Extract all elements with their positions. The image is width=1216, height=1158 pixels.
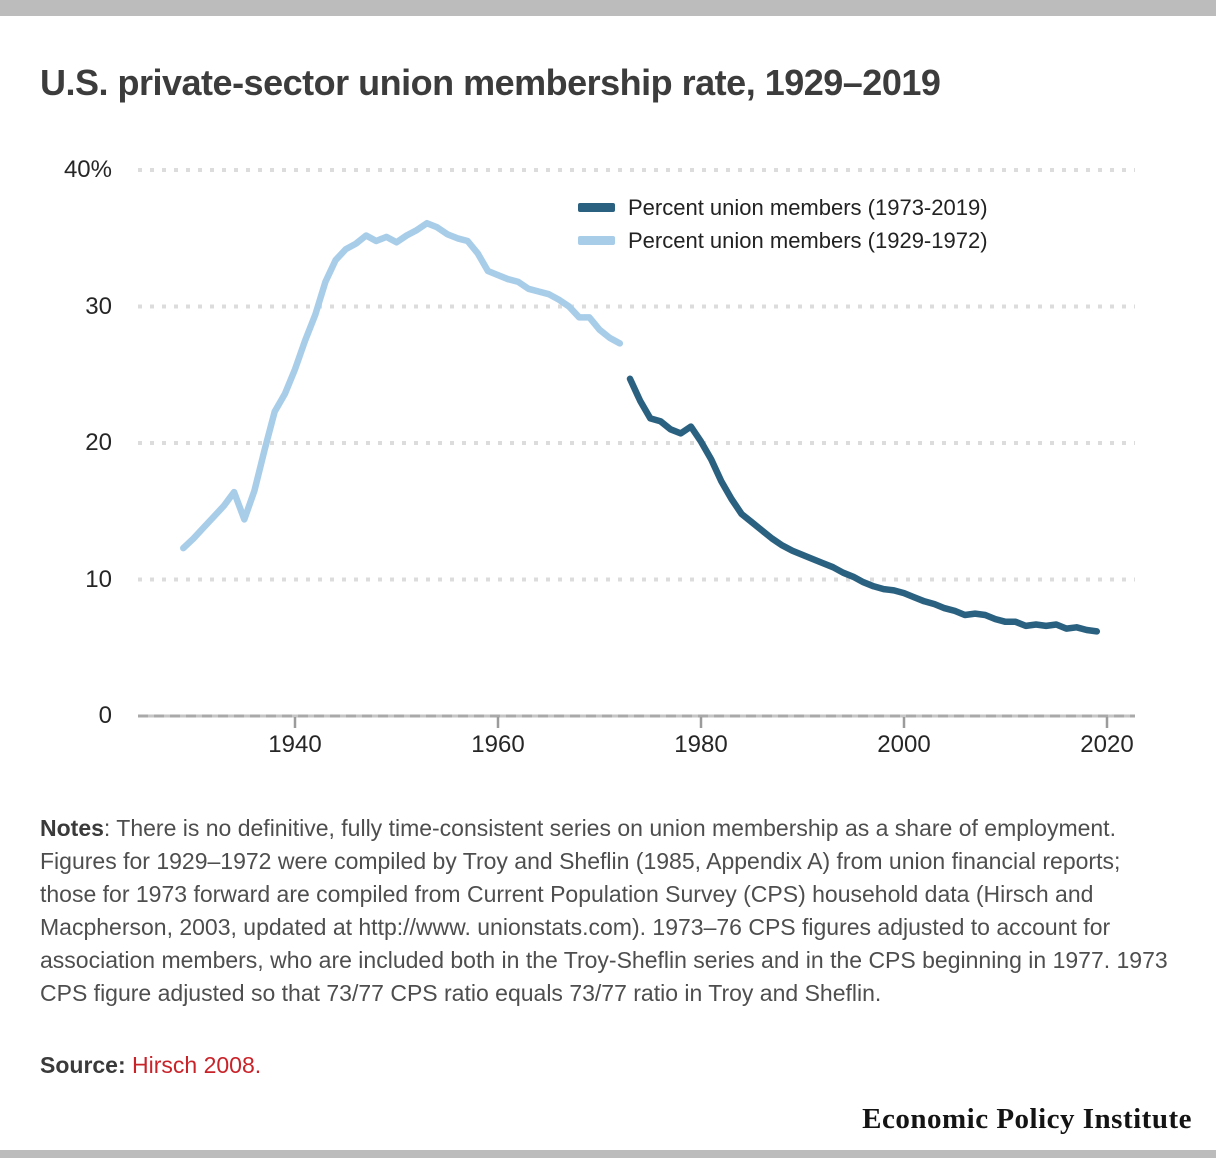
source-line (40, 1052, 261, 1079)
notes-paragraph (40, 812, 1182, 1010)
x-tick-label-1960: 1960 (471, 731, 525, 758)
x-tick-label-2020: 2020 (1080, 731, 1134, 758)
epi-wordmark: Economic Policy Institute (862, 1103, 1192, 1135)
bottom-gray-bar (0, 1150, 1216, 1158)
y-tick-label-30: 30 (85, 292, 112, 320)
legend-label: Percent union members (1929-1972) (628, 227, 988, 253)
source-label: Source: (40, 1052, 126, 1078)
chart-legend (578, 191, 988, 257)
y-tick-label-10: 10 (85, 565, 112, 593)
notes-label: Notes (40, 815, 104, 841)
y-tick-label-20: 20 (85, 429, 112, 456)
y-tick-label-40: 40% (63, 156, 112, 183)
legend-label: Percent union members (1973-2019) (628, 194, 988, 220)
legend-item-1929-1972 (578, 224, 988, 257)
x-tick-label-1980: 1980 (674, 731, 728, 758)
series-line-1929-1972 (183, 223, 620, 548)
series-line-1973-2019 (630, 379, 1097, 632)
source-link[interactable]: Hirsch 2008. (132, 1052, 262, 1078)
legend-swatch-dark (578, 203, 615, 212)
x-tick-label-1940: 1940 (268, 731, 322, 758)
page-title: U.S. private-sector union membership rate, 1929–2019 (40, 62, 941, 103)
legend-swatch-light (578, 236, 615, 245)
notes-text: : There is no definitive, fully time-consistent series on union membership as a share of employment. Figures for 1929–1972 were compiled by Troy and Sheflin (1985, Appendix A) from union financial reports; those for 1973 forward are compiled from Current Population Survey (CPS) household data (Hirsch and Macpherson, 2003, updated at http://www. unionstats.com). 1973–76 CPS figures adjusted to account for association members, who are included both in the Troy-Sheflin series and in the CPS beginning in 1977. 1973 CPS figure adjusted so that 73/77 CPS ratio equals 73/77 ratio in Troy and Sheflin. (40, 815, 1168, 1006)
y-tick-label-0: 0 (98, 702, 112, 729)
top-gray-bar (0, 0, 1216, 16)
x-tick-label-2000: 2000 (877, 731, 931, 758)
legend-item-1973-2019 (578, 191, 988, 224)
